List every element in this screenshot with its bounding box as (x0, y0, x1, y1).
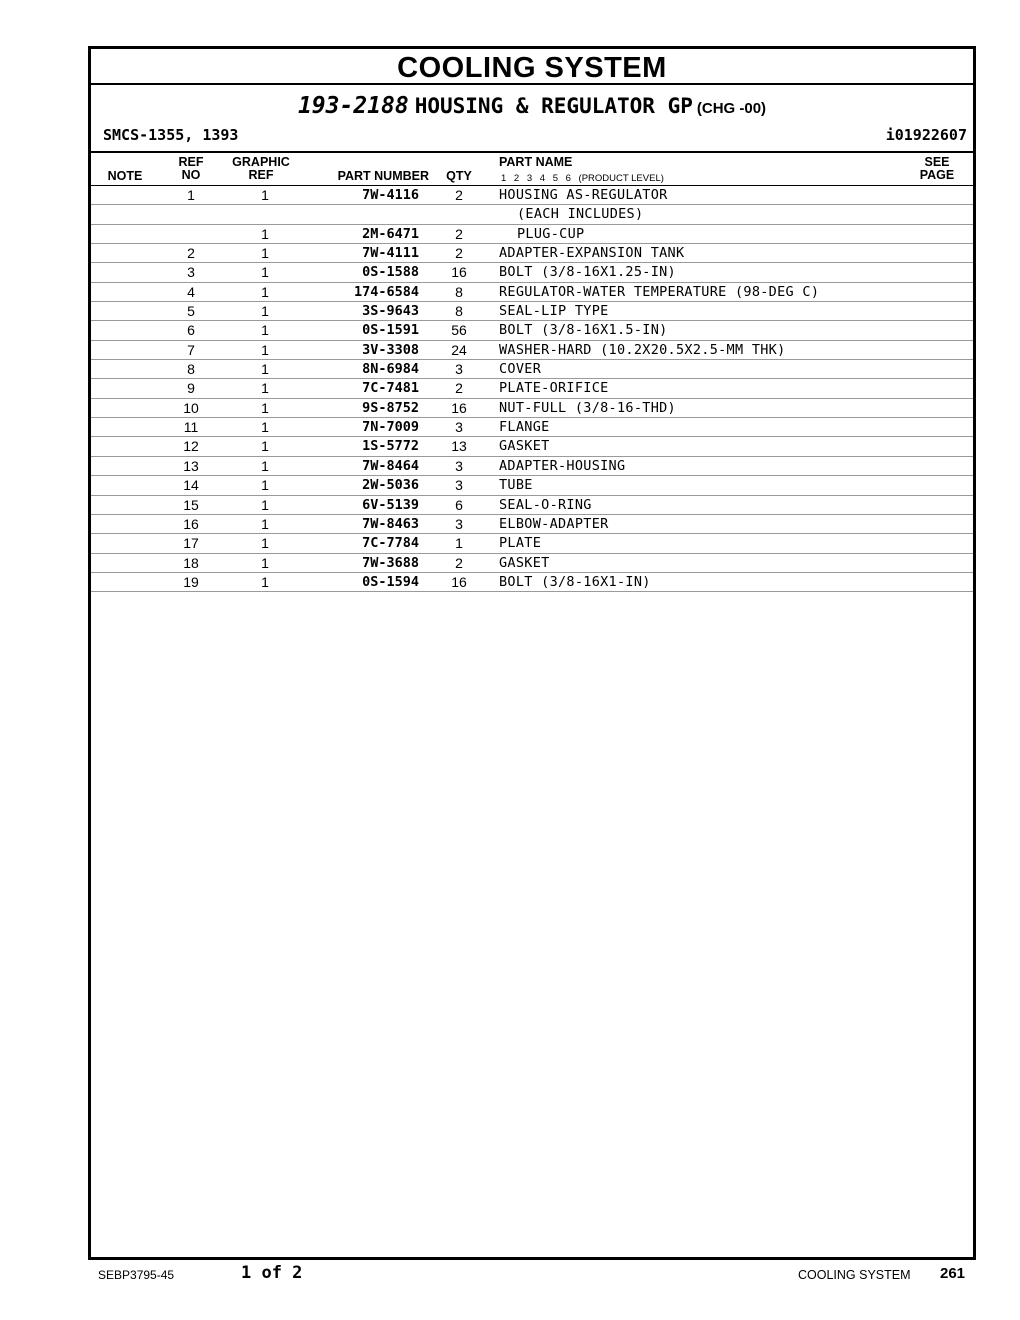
part-number-cell: 174-6584 (353, 283, 419, 300)
smcs-row (91, 121, 973, 153)
ref-no-cell: 1 (187, 187, 195, 203)
part-number-cell: 7W-3688 (362, 554, 419, 571)
product-level-numbers: 1 2 3 4 5 6 (501, 173, 571, 184)
col-see-page: SEE PAGE (919, 155, 955, 182)
col-qty: QTY (446, 169, 472, 183)
table-row (91, 263, 973, 282)
part-name-cell: BOLT (3/8-16X1.25-IN) (499, 264, 676, 281)
page-footer (0, 1262, 1020, 1292)
parts-page-frame (88, 46, 976, 1260)
graphic-ref-cell: 1 (261, 225, 269, 242)
qty-cell: 24 (451, 341, 467, 358)
part-number-cell: 2M-6471 (362, 225, 419, 242)
graphic-ref-cell: 1 (261, 477, 269, 494)
ref-no-cell: 4 (187, 283, 195, 300)
qty-cell: 2 (455, 225, 463, 242)
qty-cell: 3 (455, 477, 463, 494)
graphic-ref-cell: 1 (261, 457, 269, 474)
qty-cell: 8 (455, 283, 463, 300)
part-name-cell: PLATE-ORIFICE (499, 380, 609, 397)
part-number-cell: 6V-5139 (362, 496, 419, 513)
illustration-id: i01922607 (885, 126, 967, 144)
graphic-ref-cell: 1 (261, 245, 269, 262)
graphic-ref-cell: 1 (261, 515, 269, 532)
part-name-cell: GASKET (499, 438, 550, 455)
part-name-cell: SEAL-LIP TYPE (499, 303, 609, 320)
table-row (91, 283, 973, 302)
col-ref-no: REF NO (178, 155, 204, 182)
table-row (91, 399, 973, 418)
ref-no-cell: 17 (183, 535, 199, 552)
graphic-ref-cell: 1 (261, 380, 269, 397)
part-number-cell: 7W-8463 (362, 515, 419, 532)
graphic-ref-cell: 1 (261, 264, 269, 281)
qty-cell: 16 (451, 399, 467, 416)
part-name-cell: BOLT (3/8-16X1-IN) (499, 573, 651, 590)
part-name-cell: COVER (499, 361, 542, 378)
table-row (91, 302, 973, 321)
part-name-cell: SEAL-O-RING (499, 496, 592, 513)
qty-cell: 1 (455, 535, 463, 552)
qty-cell: 3 (455, 457, 463, 474)
ref-no-cell: 8 (187, 361, 195, 378)
part-name-cell: GASKET (499, 554, 550, 571)
table-row (91, 554, 973, 573)
part-number-cell: 2W-5036 (362, 477, 419, 494)
part-name-cell: BOLT (3/8-16X1.5-IN) (499, 322, 668, 339)
ref-no-cell: 19 (183, 573, 199, 590)
qty-cell: 16 (451, 264, 467, 281)
table-row (91, 534, 973, 553)
table-header (91, 153, 973, 186)
group-heading (91, 85, 973, 121)
table-row (91, 496, 973, 515)
table-row (91, 341, 973, 360)
part-number-cell: 7C-7481 (362, 380, 419, 397)
part-number-cell: 7W-8464 (362, 457, 419, 474)
ref-no-cell: 7 (187, 341, 195, 358)
ref-no-cell: 3 (187, 264, 195, 281)
graphic-ref-cell: 1 (261, 419, 269, 436)
qty-cell: 3 (455, 515, 463, 532)
ref-no-cell: 6 (187, 322, 195, 339)
ref-no-cell: 16 (183, 515, 199, 532)
page-number: 261 (940, 1265, 966, 1282)
page-of: 1 of 2 (241, 1263, 303, 1283)
part-number-cell: 3V-3308 (362, 341, 419, 358)
part-number-cell: 7W-4111 (362, 245, 419, 262)
col-part-name: PART NAME (499, 155, 573, 169)
part-number-cell: 7N-7009 (362, 419, 419, 436)
graphic-ref-cell: 1 (261, 496, 269, 513)
part-number-cell: 7W-4116 (362, 187, 419, 203)
ref-no-cell: 2 (187, 245, 195, 262)
product-level-label: (PRODUCT LEVEL) (578, 173, 664, 184)
table-row (91, 205, 973, 224)
title-bar (91, 49, 973, 85)
part-number-cell: 0S-1588 (362, 264, 419, 281)
graphic-ref-cell: 1 (261, 322, 269, 339)
qty-cell: 3 (455, 361, 463, 378)
graphic-ref-cell: 1 (261, 554, 269, 571)
ref-no-cell: 5 (187, 303, 195, 320)
part-name-cell: ADAPTER-HOUSING (499, 457, 626, 474)
part-name-cell: TUBE (499, 477, 533, 494)
part-number-cell: 0S-1594 (362, 573, 419, 590)
col-part-number: PART NUMBER (337, 169, 429, 183)
table-row (91, 515, 973, 534)
group-number: 193-2188 (297, 93, 409, 119)
footer-section: COOLING SYSTEM (798, 1268, 911, 1282)
part-name-cell: REGULATOR-WATER TEMPERATURE (98-DEG C) (499, 283, 820, 300)
graphic-ref-cell: 1 (261, 399, 269, 416)
qty-cell: 2 (455, 187, 463, 203)
part-number-cell: 9S-8752 (362, 399, 419, 416)
ref-no-cell: 11 (183, 419, 199, 436)
ref-no-cell: 18 (183, 554, 199, 571)
table-row (91, 186, 973, 205)
graphic-ref-cell: 1 (261, 361, 269, 378)
part-name-cell: PLUG-CUP (517, 225, 585, 242)
ref-no-cell: 15 (183, 496, 199, 513)
table-row (91, 360, 973, 379)
part-name-cell: ELBOW-ADAPTER (499, 515, 609, 532)
qty-cell: 3 (455, 419, 463, 436)
col-product-levels (501, 172, 664, 185)
qty-cell: 16 (451, 573, 467, 590)
part-name-cell: PLATE (499, 535, 542, 552)
part-number-cell: 7C-7784 (362, 535, 419, 552)
part-number-cell: 0S-1591 (362, 322, 419, 339)
table-row (91, 418, 973, 437)
table-row (91, 457, 973, 476)
ref-no-cell: 12 (183, 438, 199, 455)
qty-cell: 6 (455, 496, 463, 513)
graphic-ref-cell: 1 (261, 341, 269, 358)
qty-cell: 2 (455, 380, 463, 397)
document-id: SEBP3795-45 (98, 1268, 175, 1282)
ref-no-cell: 14 (183, 477, 199, 494)
qty-cell: 2 (455, 245, 463, 262)
table-row (91, 321, 973, 340)
qty-cell: 2 (455, 554, 463, 571)
part-name-cell: FLANGE (499, 419, 550, 436)
part-number-cell: 3S-9643 (362, 303, 419, 320)
graphic-ref-cell: 1 (261, 187, 269, 203)
parts-table-body (91, 186, 973, 592)
qty-cell: 8 (455, 303, 463, 320)
table-row (91, 225, 973, 244)
col-graphic-ref: GRAPHIC REF (232, 155, 290, 182)
table-row (91, 476, 973, 495)
part-name-cell: NUT-FULL (3/8-16-THD) (499, 399, 676, 416)
group-name: HOUSING & REGULATOR GP (414, 94, 693, 118)
part-number-cell: 8N-6984 (362, 361, 419, 378)
table-row (91, 379, 973, 398)
qty-cell: 13 (451, 438, 467, 455)
part-name-cell: (EACH INCLUDES) (517, 206, 644, 223)
part-name-cell: HOUSING AS-REGULATOR (499, 187, 668, 203)
table-row (91, 244, 973, 263)
page-title: COOLING SYSTEM (397, 52, 667, 84)
qty-cell: 56 (451, 322, 467, 339)
ref-no-cell: 10 (183, 399, 199, 416)
ref-no-cell: 13 (183, 457, 199, 474)
part-name-cell: WASHER-HARD (10.2X20.5X2.5-MM THK) (499, 341, 786, 358)
graphic-ref-cell: 1 (261, 303, 269, 320)
graphic-ref-cell: 1 (261, 535, 269, 552)
graphic-ref-cell: 1 (261, 573, 269, 590)
table-row (91, 437, 973, 456)
table-row (91, 573, 973, 592)
col-note: NOTE (107, 169, 143, 183)
part-number-cell: 1S-5772 (362, 438, 419, 455)
smcs-code: SMCS-1355, 1393 (103, 126, 239, 144)
graphic-ref-cell: 1 (261, 438, 269, 455)
part-name-cell: ADAPTER-EXPANSION TANK (499, 245, 685, 262)
graphic-ref-cell: 1 (261, 283, 269, 300)
ref-no-cell: 9 (187, 380, 195, 397)
change-level: (CHG -00) (696, 100, 767, 117)
